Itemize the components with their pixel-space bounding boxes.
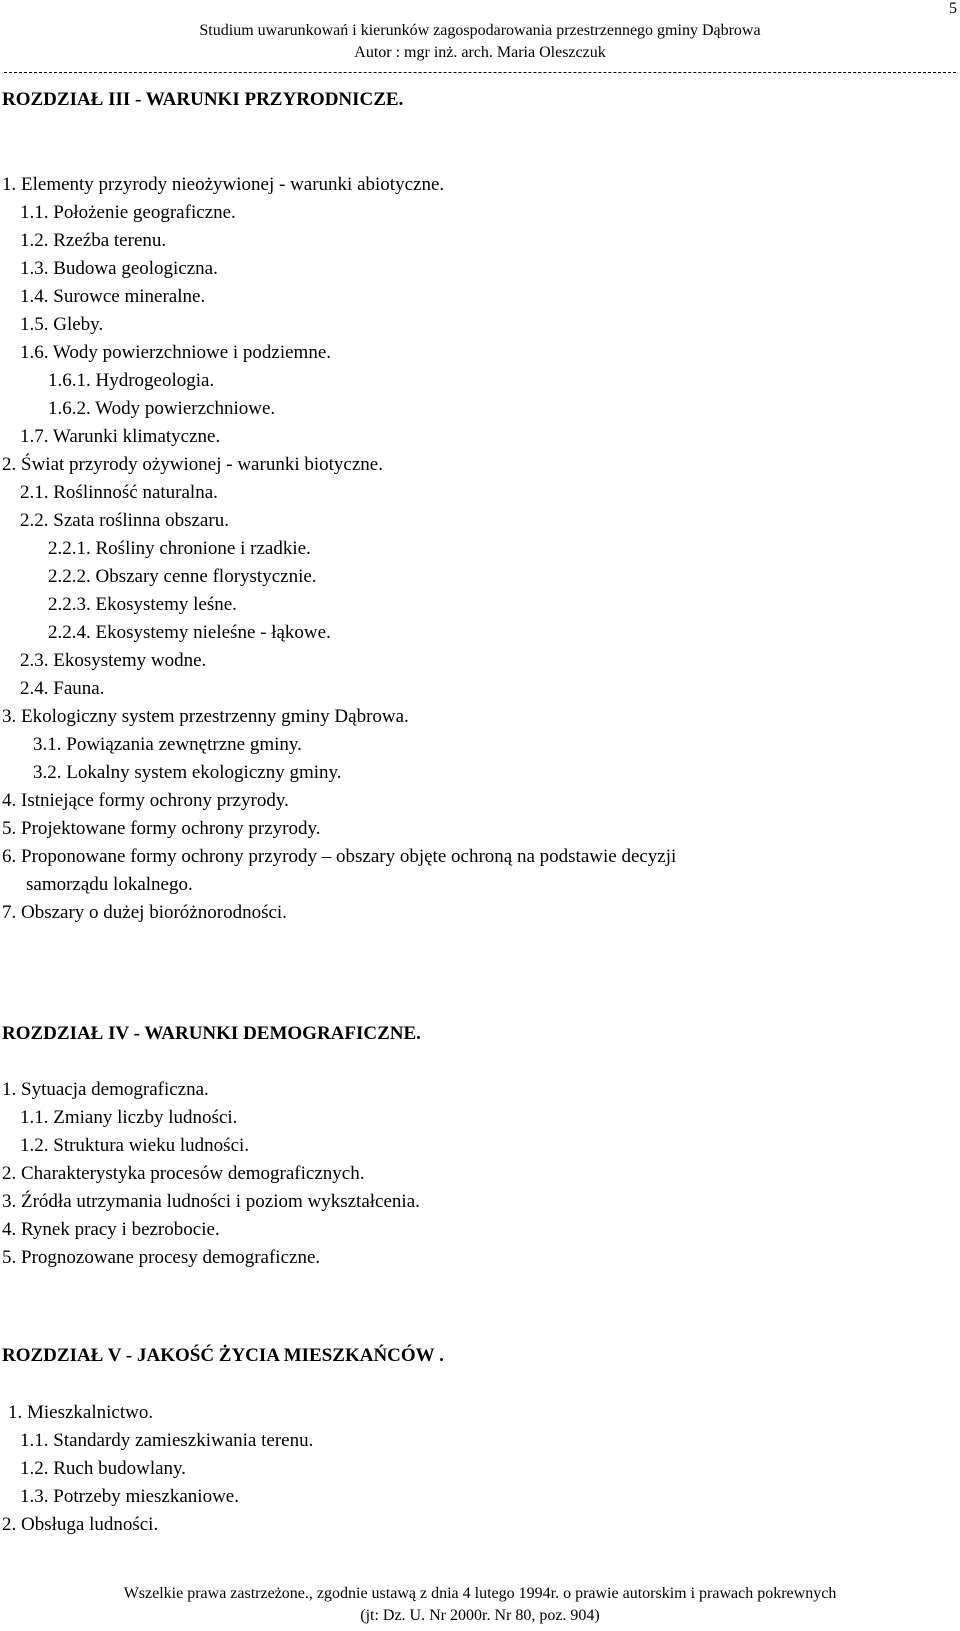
toc-item: 1.1. Standardy zamieszkiwania terenu. bbox=[20, 1430, 314, 1451]
toc-item: 5. Prognozowane procesy demograficzne. bbox=[2, 1247, 321, 1268]
toc-item: 2.2.1. Rośliny chronione i rzadkie. bbox=[48, 538, 311, 559]
toc-item: 1. Sytuacja demograficzna. bbox=[2, 1079, 209, 1100]
toc-item: 6. Proponowane formy ochrony przyrody – obszary objęte ochroną na podstawie decyzji bbox=[2, 846, 677, 867]
toc-item: 1.6.2. Wody powierzchniowe. bbox=[48, 398, 276, 419]
toc-item: 2.3. Ekosystemy wodne. bbox=[20, 650, 207, 671]
page-number: 5 bbox=[949, 0, 957, 17]
dashed-separator bbox=[4, 72, 956, 73]
toc-item: 3. Źródła utrzymania ludności i poziom wykształcenia. bbox=[2, 1191, 420, 1212]
chapter-title: ROZDZIAŁ V - JAKOŚĆ ŻYCIA MIESZKAŃCÓW . bbox=[2, 1345, 444, 1366]
toc-item: 1.2. Ruch budowlany. bbox=[20, 1458, 187, 1479]
toc-item: 3.2. Lokalny system ekologiczny gminy. bbox=[33, 762, 342, 783]
toc-item: samorządu lokalnego. bbox=[26, 874, 193, 895]
toc-item: 3.1. Powiązania zewnętrzne gminy. bbox=[33, 734, 302, 755]
toc-item: 1.4. Surowce mineralne. bbox=[20, 286, 206, 307]
toc-item: 3. Ekologiczny system przestrzenny gminy Dąbrowa. bbox=[2, 706, 409, 727]
toc-item: 2.2.4. Ekosystemy nieleśne - łąkowe. bbox=[48, 622, 331, 643]
copyright-footer bbox=[0, 1583, 960, 1627]
footer-line: (jt: Dz. U. Nr 2000r. Nr 80, poz. 904) bbox=[360, 1607, 600, 1624]
toc-item: 1. Elementy przyrody nieożywionej - warunki abiotyczne. bbox=[2, 174, 445, 195]
toc-item: 2.2. Szata roślinna obszaru. bbox=[20, 510, 229, 531]
toc-item: 5. Projektowane formy ochrony przyrody. bbox=[2, 818, 321, 839]
toc-item: 2.4. Fauna. bbox=[20, 678, 105, 699]
toc-item: 2.2.3. Ekosystemy leśne. bbox=[48, 594, 237, 615]
running-header bbox=[0, 20, 960, 64]
chapter-title: ROZDZIAŁ III - WARUNKI PRZYRODNICZE. bbox=[2, 89, 404, 110]
toc-item: 1.3. Potrzeby mieszkaniowe. bbox=[20, 1486, 239, 1507]
toc-item: 2.2.2. Obszary cenne florystycznie. bbox=[48, 566, 317, 587]
toc-item: 1.6. Wody powierzchniowe i podziemne. bbox=[20, 342, 332, 363]
toc-item: 1.3. Budowa geologiczna. bbox=[20, 258, 218, 279]
toc-item: 1.1. Położenie geograficzne. bbox=[20, 202, 236, 223]
toc-item: 1.2. Rzeźba terenu. bbox=[20, 230, 167, 251]
toc-item: 2. Świat przyrody ożywionej - warunki biotyczne. bbox=[2, 454, 383, 475]
toc-item: 2.1. Roślinność naturalna. bbox=[20, 482, 218, 503]
toc-item: 1.1. Zmiany liczby ludności. bbox=[20, 1107, 238, 1128]
toc-item: 7. Obszary o dużej bioróżnorodności. bbox=[2, 902, 287, 923]
toc-item: 1.2. Struktura wieku ludności. bbox=[20, 1135, 250, 1156]
toc-item: 1.6.1. Hydrogeologia. bbox=[48, 370, 215, 391]
toc-item: 4. Rynek pracy i bezrobocie. bbox=[2, 1219, 220, 1240]
footer-line: Wszelkie prawa zastrzeżone., zgodnie ustawą z dnia 4 lutego 1994r. o prawie autorskim i prawach pokrewnych bbox=[123, 1585, 837, 1602]
header-title: Studium uwarunkowań i kierunków zagospodarowania przestrzennego gminy Dąbrowa bbox=[199, 22, 761, 39]
toc-item: 2. Charakterystyka procesów demograficznych. bbox=[2, 1163, 365, 1184]
toc-item: 1.5. Gleby. bbox=[20, 314, 104, 335]
toc-item: 2. Obsługa ludności. bbox=[2, 1514, 159, 1535]
toc-item: 1.7. Warunki klimatyczne. bbox=[20, 426, 221, 447]
header-author: Autor : mgr inż. arch. Maria Oleszczuk bbox=[354, 44, 606, 61]
toc-item: 4. Istniejące formy ochrony przyrody. bbox=[2, 790, 289, 811]
chapter-title: ROZDZIAŁ IV - WARUNKI DEMOGRAFICZNE. bbox=[2, 1023, 421, 1044]
toc-item: 1. Mieszkalnictwo. bbox=[8, 1402, 154, 1423]
